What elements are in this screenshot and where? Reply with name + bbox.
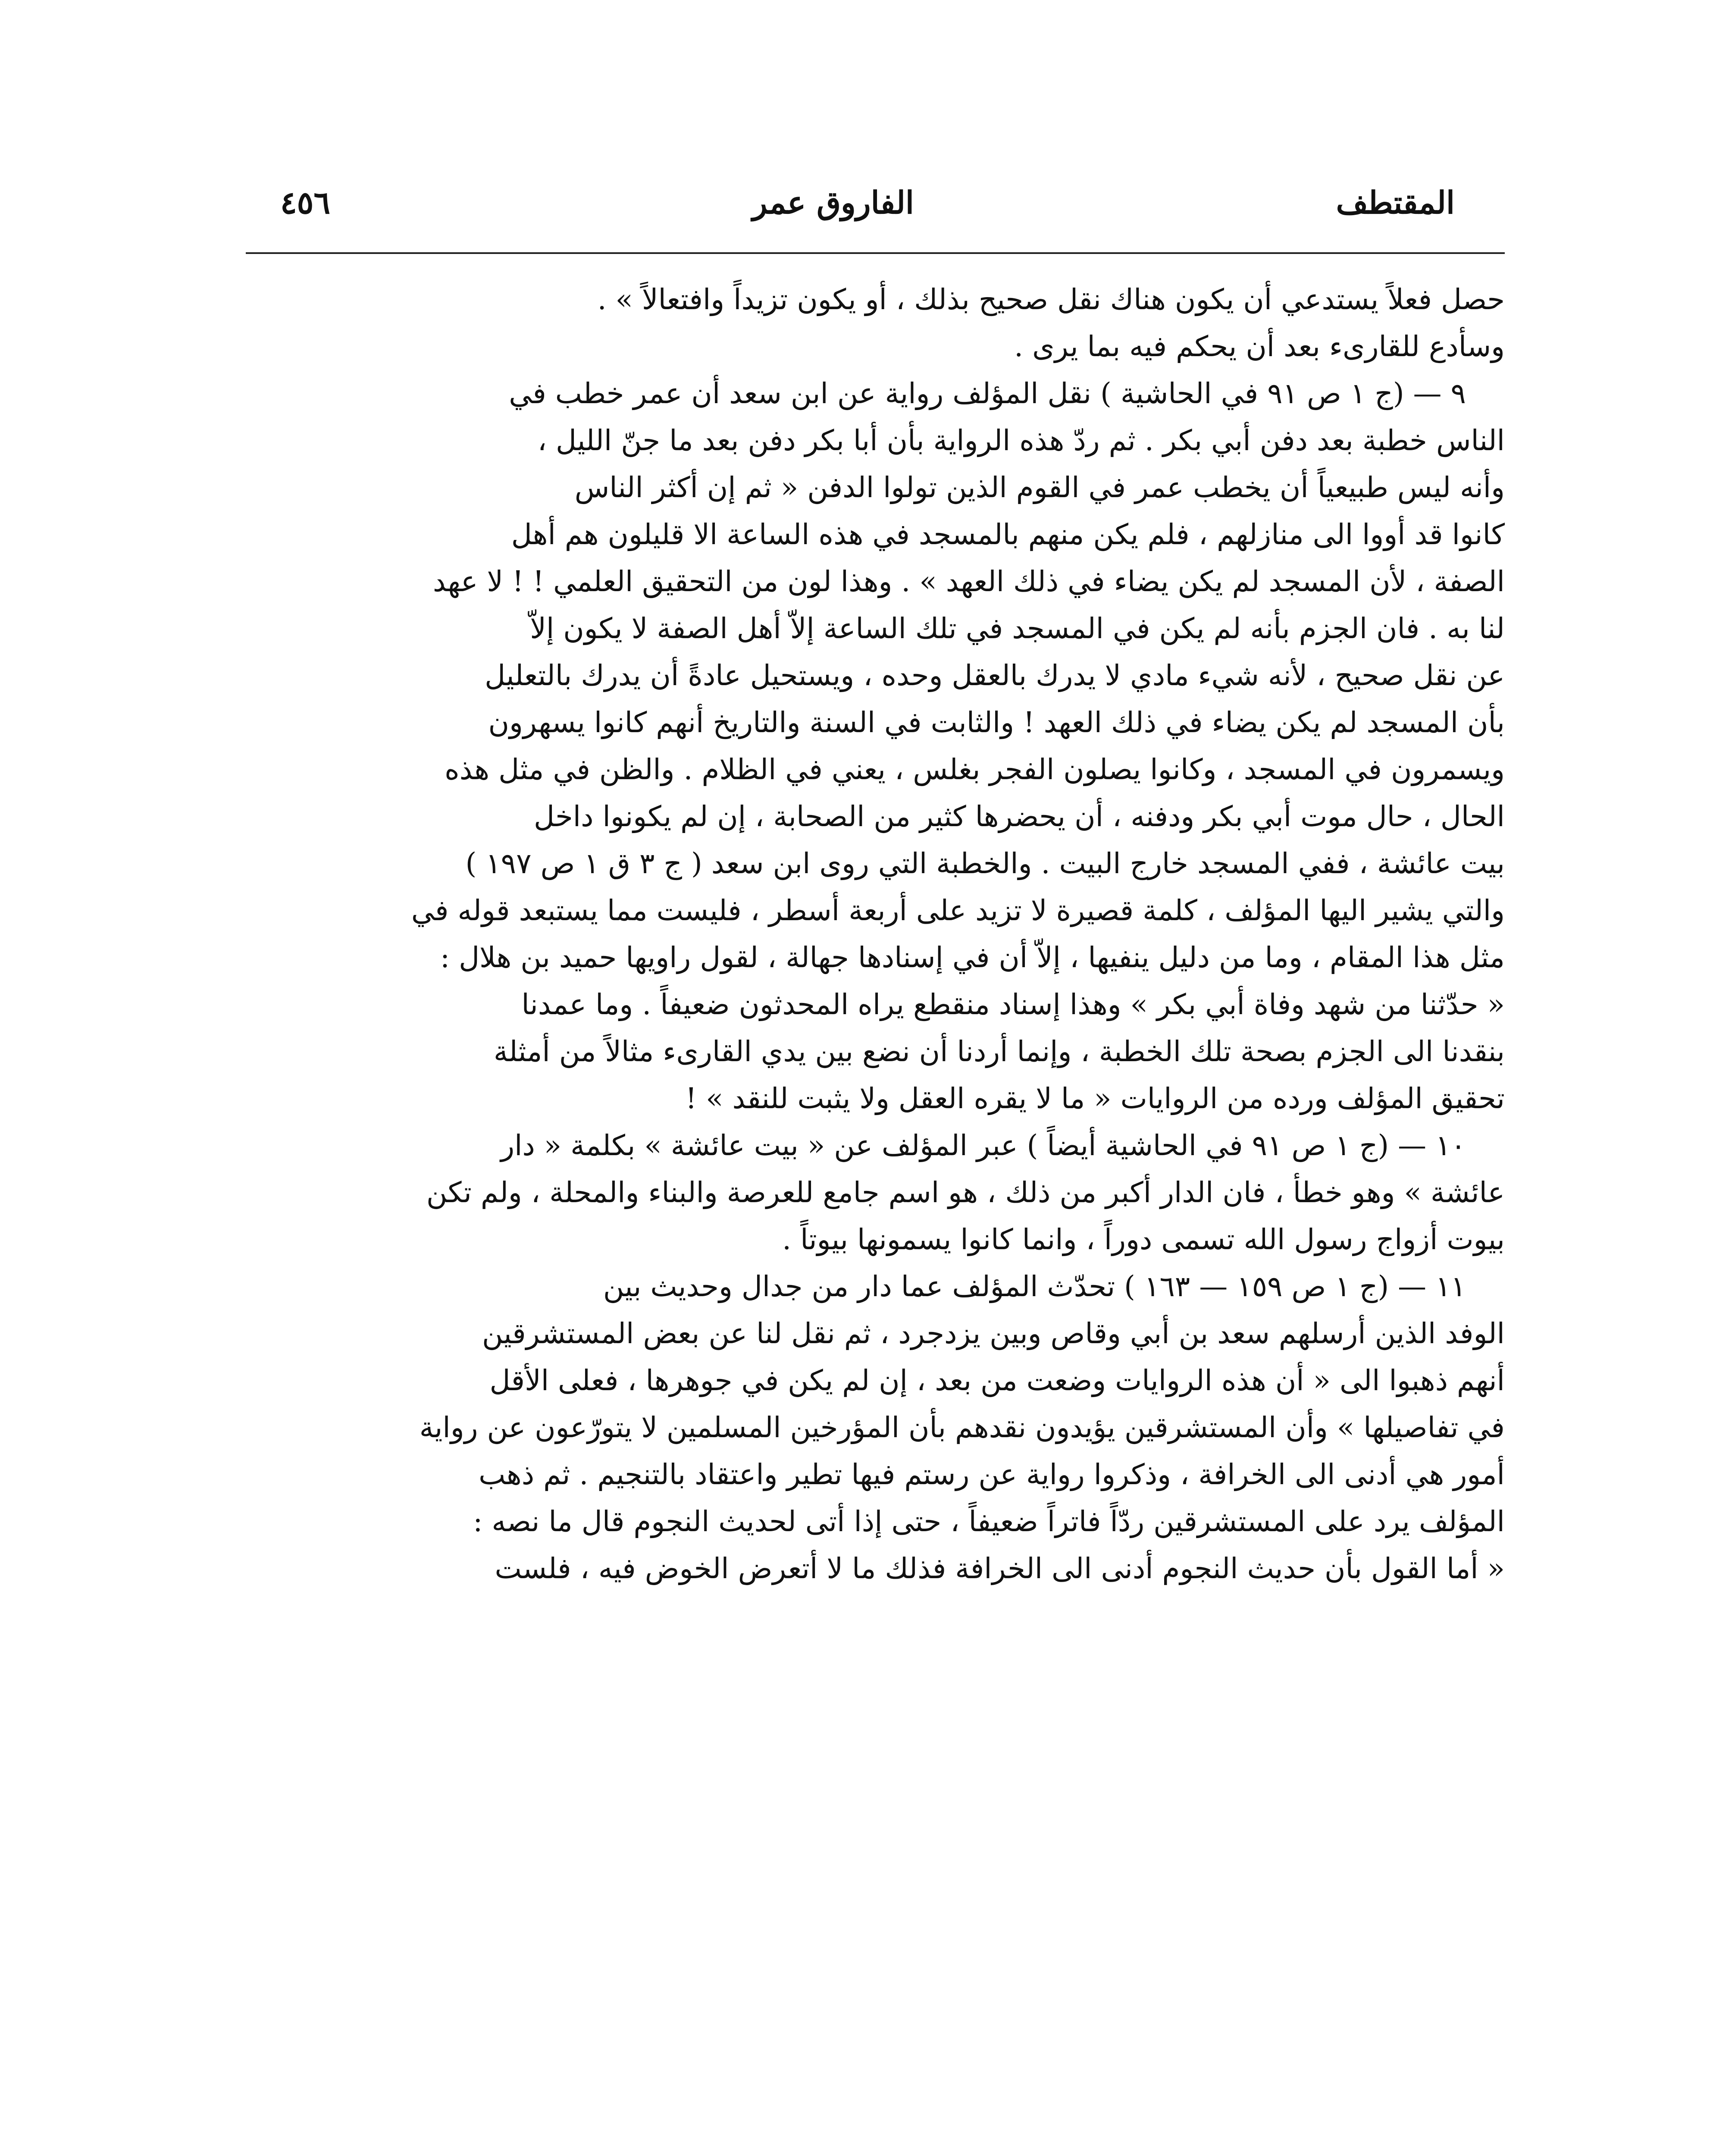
text-line: « أما القول بأن حديث النجوم أدنى الى الخرافة فذلك ما لا أتعرض الخوض فيه ، فلست bbox=[495, 1552, 1505, 1585]
text-line: بنقدنا الى الجزم بصحة تلك الخطبة ، وإنما أردنا أن نضع بين يدي القارىء مثالاً من أمثلة bbox=[493, 1035, 1505, 1068]
text-line: لنا به . فان الجزم بأنه لم يكن في المسجد في تلك الساعة إلاّ أهل الصفة لا يكون إلاّ bbox=[530, 612, 1505, 645]
text-line: ١٠ — (ج ١ ص ٩١ في الحاشية أيضاً ) عبر المؤلف عن « بيت عائشة » بكلمة « دار bbox=[501, 1129, 1466, 1162]
text-line: ٩ — (ج ١ ص ٩١ في الحاشية ) نقل المؤلف رواية عن ابن سعد أن عمر خطب في bbox=[509, 377, 1466, 410]
text-line: أمور هي أدنى الى الخرافة ، وذكروا رواية عن رستم فيها تطير واعتقاد بالتنجيم . ثم ذهب bbox=[479, 1458, 1505, 1491]
journal-name: المقتطف bbox=[1336, 184, 1455, 221]
body-text bbox=[246, 276, 1505, 1592]
text-line: بيوت أزواج رسول الله تسمى دوراً ، وانما كانوا يسمونها بيوتاً . bbox=[782, 1223, 1505, 1256]
text-line: أنهم ذهبوا الى « أن هذه الروايات وضعت من بعد ، إن لم يكن في جوهرها ، فعلى الأقل bbox=[489, 1364, 1505, 1397]
text-line: والتي يشير اليها المؤلف ، كلمة قصيرة لا تزيد على أربعة أسطر ، فليست مما يستبعد قوله في bbox=[411, 894, 1505, 927]
text-line: في تفاصيلها » وأن المستشرقين يؤيدون نقدهم بأن المؤرخين المسلمين لا يتورّعون عن رواية bbox=[419, 1411, 1505, 1444]
text-line: تحقيق المؤلف ورده من الروايات « ما لا يقره العقل ولا يثبت للنقد » ! bbox=[685, 1082, 1505, 1115]
text-line: المؤلف يرد على المستشرقين ردّاً فاتراً ضعيفاً ، حتى إذا أتى لحديث النجوم قال ما نصه : bbox=[473, 1505, 1505, 1538]
text-line: ويسمرون في المسجد ، وكانوا يصلون الفجر بغلس ، يعني في الظلام . والظن في مثل هذه bbox=[445, 753, 1505, 786]
text-line: كانوا قد أووا الى منازلهم ، فلم يكن منهم بالمسجد في هذه الساعة الا قليلون هم أهل bbox=[511, 518, 1505, 551]
text-line: بأن المسجد لم يكن يضاء في ذلك العهد ! والثابت في السنة والتاريخ أنهم كانوا يسهرون bbox=[488, 706, 1505, 739]
text-line: حصل فعلاً يستدعي أن يكون هناك نقل صحيح بذلك ، أو يكون تزيداً وافتعالاً » . bbox=[597, 283, 1505, 316]
page-number: ٤٥٦ bbox=[280, 184, 331, 221]
text-line: عن نقل صحيح ، لأنه شيء مادي لا يدرك بالعقل وحده ، ويستحيل عادةً أن يدرك بالتعليل bbox=[485, 659, 1505, 692]
running-title: الفاروق عمر bbox=[752, 184, 914, 221]
text-line: وأنه ليس طبيعياً أن يخطب عمر في القوم الذين تولوا الدفن « ثم إن أكثر الناس bbox=[574, 471, 1505, 504]
text-line: « حدّثنا من شهد وفاة أبي بكر » وهذا إسناد منقطع يراه المحدثون ضعيفاً . وما عمدنا bbox=[521, 988, 1505, 1021]
text-line: مثل هذا المقام ، وما من دليل ينفيها ، إلاّ أن في إسنادها جهالة ، لقول راويها حميد بن هلال : bbox=[440, 941, 1505, 974]
text-line: الوفد الذين أرسلهم سعد بن أبي وقاص وبين يزدجرد ، ثم نقل لنا عن بعض المستشرقين bbox=[482, 1317, 1505, 1350]
text-line: الحال ، حال موت أبي بكر ودفنه ، أن يحضرها كثير من الصحابة ، إن لم يكونوا داخل bbox=[534, 800, 1505, 833]
header-rule bbox=[246, 252, 1505, 254]
text-line: وسأدع للقارىء بعد أن يحكم فيه بما يرى . bbox=[1014, 330, 1505, 363]
text-line: الصفة ، لأن المسجد لم يكن يضاء في ذلك العهد » . وهذا لون من التحقيق العلمي ! ! لا عهد bbox=[432, 565, 1505, 598]
text-line: عائشة » وهو خطأ ، فان الدار أكبر من ذلك ، هو اسم جامع للعرصة والبناء والمحلة ، ولم تكن bbox=[426, 1176, 1505, 1209]
text-line: ١١ — (ج ١ ص ١٥٩ — ١٦٣ ) تحدّث المؤلف عما دار من جدال وحديث بين bbox=[603, 1270, 1466, 1303]
text-line: الناس خطبة بعد دفن أبي بكر . ثم ردّ هذه الرواية بأن أبا بكر دفن بعد ما جنّ الليل ، bbox=[537, 424, 1505, 457]
running-header bbox=[280, 170, 1455, 235]
text-line: بيت عائشة ، ففي المسجد خارج البيت . والخطبة التي روى ابن سعد ( ج ٣ ق ١ ص ١٩٧ ) bbox=[465, 847, 1505, 880]
